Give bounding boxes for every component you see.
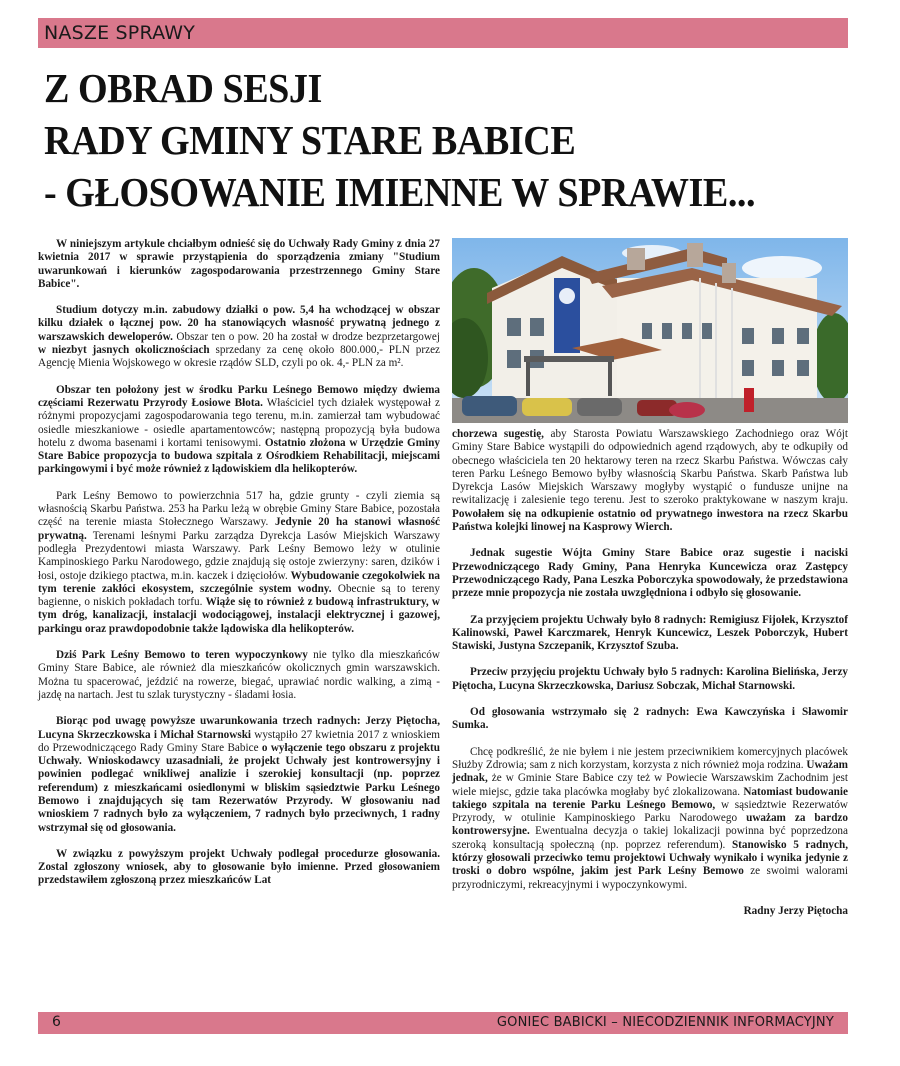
section-label: NASZE SPRAWY bbox=[44, 22, 196, 44]
paragraph: Od głosowania wstrzymało się 2 radnych: Ewa Kawczyńska i Sławomir Sumka. bbox=[452, 706, 848, 732]
title-line-1: Z OBRAD SESJI bbox=[44, 65, 322, 111]
paragraph: W niniejszym artykule chciałbym odnieść się do Uchwały Rady Gminy z dnia 27 kwietnia 2017 w sprawie przystąpienia do sporządzenia zmiany "Studium uwarunkowań i kierunków zagospodarowania przestrzennego Gminy Stare Babice". bbox=[38, 238, 440, 290]
paragraph: Za przyjęciem projektu Uchwały było 8 radnych: Remigiusz Fijołek, Krzysztof Kalinowski, Paweł Karczmarek, Henryk Kuncewicz, Leszek Poborczyk, Hubert Stawiski, Justyna Szczepanik, Krzysztof Szuba. bbox=[452, 613, 848, 653]
right-column bbox=[452, 428, 848, 931]
building-photo bbox=[452, 238, 848, 423]
footer-band bbox=[38, 1012, 848, 1034]
publication-name: GONIEC BABICKI – NIECODZIENNIK INFORMACYJNY bbox=[496, 1015, 834, 1030]
building-photo-icon bbox=[452, 238, 848, 423]
page-number: 6 bbox=[52, 1014, 61, 1030]
signature: Radny Jerzy Piętocha bbox=[743, 904, 848, 917]
header-band bbox=[38, 18, 848, 48]
paragraph: Park Leśny Bemowo to powierzchnia 517 ha, gdzie grunty - czyli ziemia są własnością Skarbu Państwa. 253 ha Parku leżą w obrębie Gminy Stare Babice, pozostała część na terenie miasta Stołecznego Warszawy. Jedynie 20 ha stanowi własność prywatną. Terenami leśnymi Parku zarządza Dyrekcja Lasów Miejskich Warszawy podległa Prezydentowi miasta Warszawy. Park Leśny Bemowo leży w otulinie Kampinoskiego Parku Narodowego, gdzie znajdują się ostoje zwierzyny: saren, dzików i łosi, ostoje dzikiego ptactwa, m.in. kaczek i dzięciołów. Wybudowanie czegokolwiek na tym terenie zakłóci ekosystem, szczególnie system wodny. Obecnie są to tereny bagienne, o niskich pokładach torfu. Wiąże się to również z budową infrastruktury, w tym dróg, kanalizacji, instalacji wodociągowej, instalacji elektrycznej i gazowej, parkingu oraz prawdopodobnie także lądowiska dla helikopterów. bbox=[38, 489, 441, 635]
paragraph: Jednak sugestie Wójta Gminy Stare Babice oraz sugestie i naciski Przewodniczącego Rady Gminy, Pana Henryka Kuncewicza oraz Zastępcy Przewodniczącego Rady, Pana Leszka Poborczyka spowodowały, że przedstawiona przeze mnie propozycja nie została uwzględniona i odbyło się głosowanie. bbox=[452, 547, 848, 600]
paragraph: Chcę podkreślić, że nie byłem i nie jestem przeciwnikiem komercyjnych placówek Służby Zdrowia; sam z nich korzystam, korzysta z nich również moja rodzina. Uważam jednak, że w Gminie Stare Babice czy też w Powiecie Warszawskim Zachodnim jest wiele miejsc, gdzie taka placówka mogłaby być zlokalizowana. Natomiast budowanie takiego szpitala na terenie Parku Leśnego Bemowo, w sąsiedztwie Rezerwatów Przyrody, w otulinie Kampinoskiego Parku Narodowego uważam za bardzo kontrowersyjne. Ewentualna decyzja o takiej lokalizacji powinna być poprzedzona szeroką konsultacją społeczną (np. poprzez referendum). Stanowisko 5 radnych, którzy głosowali przeciwko temu projektowi Uchwały wynikało i wynika jedynie z troski o dobro wspólne, jakim jest Park Leśny Bemowo ze swoimi walorami przyrodniczymi, rekreacyjnymi i wypoczynkowymi. bbox=[452, 745, 849, 891]
paragraph: Dziś Park Leśny Bemowo to teren wypoczynkowy nie tylko dla mieszkańców Gminy Stare Babice, ale również dla mieszkańców okolicznych gmin warszawskich. Można tu spacerować, jeździć na rowerze, biegać, uprawiać nordic walking, a zimą - jazdę na nartach. Jest tu szlak turystyczny - śladami łosia. bbox=[38, 649, 440, 701]
paragraph: Biorąc pod uwagę powyższe uwarunkowania trzech radnych: Jerzy Piętocha, Lucyna Skrzeczkowska i Michał Starnowski wystąpiło 27 kwietnia 2017 z wnioskiem do Przewodniczącego Rady Gminy Stare Babice o wyłączenie tego obszaru z projektu Uchwały. Wnioskodawcy uzasadniali, że projekt Uchwały jest kontrowersyjny i powinien podlegać wnikliwej analizie i szerokiej konsultacji (np. poprzez referendum) z mieszkańcami osiedlonymi w bliskim sąsiedztwie Parku Leśnego Bemowo i znajdujących się tam Rezerwatów Przyrody. W głosowaniu nad wnioskiem 7 radnych było za wyłączeniem, 7 radnych było przeciwnych, 1 radny wstrzymał się od głosowania. bbox=[38, 715, 440, 834]
paragraph: Obszar ten położony jest w środku Parku Leśnego Bemowo między dwiema częściami Rezerwatu Przyrody Łosiowe Błota. Właściciel tych działek występował z różnymi propozycjami zagospodarowania tego terenu, m.in. zamierzał tam wybudować osiedle mieszkaniowe - osiedle apartamentowców; następną propozycją była budowa hotelu z dwoma basenami i kortami tenisowymi. Ostatnio złożona w Urzędzie Gminy Stare Babice propozycja to budowa szpitala z Ośrodkiem Rehabilitacji, miejscami parkingowymi i być może również z lądowiskiem dla helikopterów. bbox=[38, 383, 440, 476]
title-line-3: - GŁOSOWANIE IMIENNE W SPRAWIE... bbox=[44, 169, 756, 215]
paragraph: Przeciw przyjęciu projektu Uchwały było 5 radnych: Karolina Bielińska, Jerzy Piętocha, Lucyna Skrzeczkowska, Dariusz Sobczak, Michał Starnowski. bbox=[452, 666, 848, 692]
title-line-2: RADY GMINY STARE BABICE bbox=[44, 117, 576, 163]
article-title bbox=[44, 62, 807, 218]
paragraph: chorzewa sugestię, aby Starosta Powiatu Warszawskiego Zachodniego oraz Wójt Gminy Stare Babice wystąpili do odpowiednich agend rządowych, aby te odkupiły od obecnego właściciela ten 20 hektarowy teren na rzecz Skarbu Państwa. Wówczas cały teren Parku Leśnego Bemowo byłby własnością Skarbu Państwa. Skarb Państwa lub Dyrekcja Lasów Miejskich Warszawy mogłyby wystąpić o fundusze unijne na rewitalizację i zalesienie tego terenu. Jest to szeroko praktykowane w naszym kraju. Powołałem się na odkupienie ostatnio od prywatnego inwestora na rzecz Skarbu Państwa kolejki linowej na Kasprowy Wierch. bbox=[452, 428, 849, 534]
paragraph: Studium dotyczy m.in. zabudowy działki o pow. 5,4 ha wchodzącej w obszar kilku działek o łącznej pow. 20 ha stanowiących własność prywatną jednego z warszawskich deweloperów. Obszar ten o pow. 20 ha został w drodze bezprzetargowej w niezbyt jasnych okolicznościach sprzedany za cenę około 800.000,- PLN przez Agencję Mienia Wojskowego w okresie rządów SLD, czyli po ok. 4,- PLN za m². bbox=[38, 304, 440, 370]
left-column bbox=[38, 238, 440, 901]
paragraph: W związku z powyższym projekt Uchwały podlegał procedurze głosowania. Zostal zgłoszony wniosek, aby to głosowanie było imienne. Przed głosowaniem przedstawiłem zgłoszoną przez mieszkańców Lat bbox=[38, 847, 440, 887]
